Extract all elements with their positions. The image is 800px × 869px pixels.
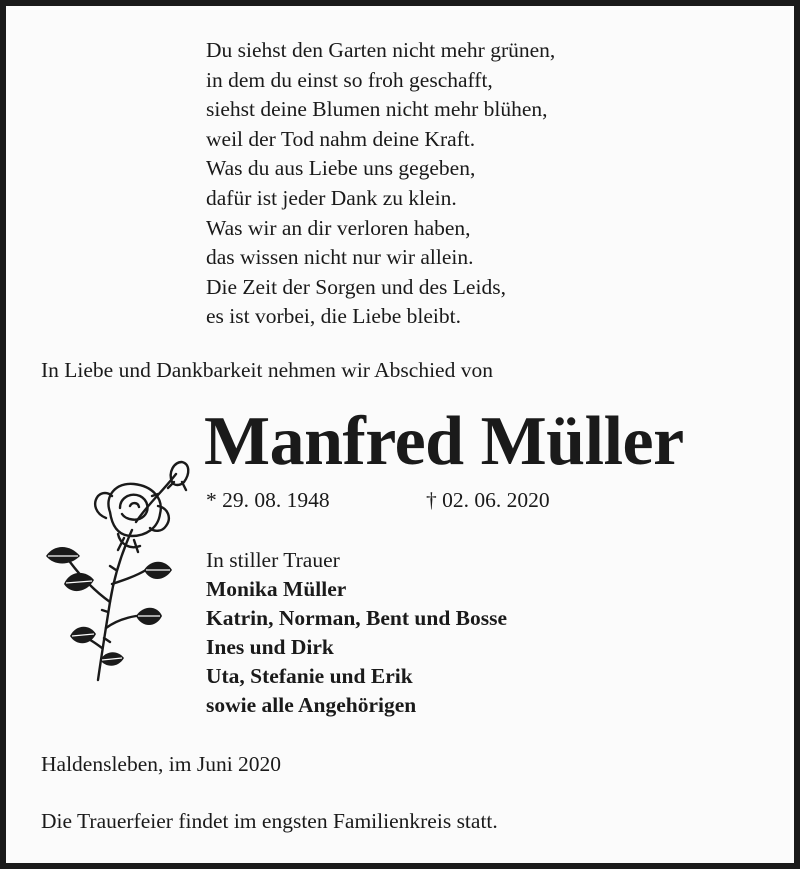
poem-line: Was wir an dir verloren haben, [206, 215, 471, 240]
mourner-name: Uta, Stefanie und Erik [206, 664, 413, 688]
poem-line: Die Zeit der Sorgen und des Leids, [206, 274, 506, 299]
mourner-name: Ines und Dirk [206, 635, 334, 659]
poem-line: siehst deine Blumen nicht mehr blühen, [206, 97, 548, 122]
poem-line: weil der Tod nahm deine Kraft. [206, 126, 476, 151]
poem-line: dafür ist jeder Dank zu klein. [206, 185, 457, 210]
farewell-intro: In Liebe und Dankbarkeit nehmen wir Abschied von [41, 358, 493, 382]
poem-line: Du siehst den Garten nicht mehr grünen, [206, 38, 556, 62]
birth-date: * 29. 08. 1948 [206, 488, 330, 512]
mourner-name: sowie alle Angehörigen [206, 693, 417, 717]
mourning-heading: In stiller Trauer [206, 548, 340, 572]
funeral-service-note: Die Trauerfeier findet im engsten Familienkreis statt. [41, 809, 498, 833]
deceased-name: Manfred Müller [204, 403, 684, 480]
poem [206, 36, 555, 332]
rose-icon [40, 452, 200, 684]
poem-line: es ist vorbei, die Liebe bleibt. [206, 304, 461, 329]
mourner-name: Katrin, Norman, Bent und Bosse [206, 606, 508, 630]
mourners-block [206, 546, 507, 720]
death-date: † 02. 06. 2020 [426, 488, 550, 512]
poem-line: das wissen nicht nur wir allein. [206, 245, 474, 270]
mourner-name: Monika Müller [206, 577, 347, 601]
poem-line: in dem du einst so froh geschafft, [206, 67, 493, 92]
place-and-date: Haldensleben, im Juni 2020 [41, 752, 282, 776]
poem-line: Was du aus Liebe uns gegeben, [206, 156, 476, 181]
